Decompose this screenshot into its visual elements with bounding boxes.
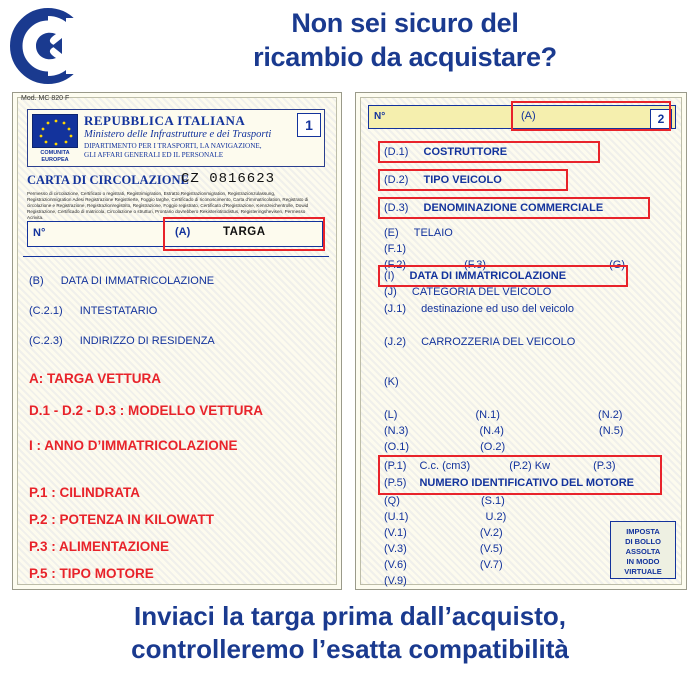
row-q-code: (Q) [384,495,400,507]
stamp-line1: IMPOSTA [626,527,660,536]
row-v9 [384,575,407,587]
row-p1 [384,460,616,472]
row-d3-label: DENOMINAZIONE COMMERCIALE [423,202,604,214]
stamp-line5: VIRTUALE [624,567,662,576]
row-n4-code: (N.4) [479,425,504,437]
eu-caption-line2: EUROPEA [41,157,69,163]
eu-stars-icon [33,115,79,149]
row-n5-code: (N.5) [599,425,624,437]
legend-item-p1: P.1 : CILINDRATA [29,485,141,500]
row-i [384,270,566,282]
row-v1 [384,527,503,539]
row-d1-label: COSTRUTTORE [423,146,508,158]
row-k [384,376,399,388]
row-l [384,409,622,421]
row-p5-label: NUMERO IDENTIFICATIVO DEL MOTORE [419,477,634,489]
row-p2-code: (P.2) Kw [509,460,551,472]
row-p5 [384,477,634,489]
stamp-line3: ASSOLTA [625,547,661,556]
row-j1 [384,303,574,315]
row-d3 [384,202,603,214]
row-e [384,227,453,239]
ministry-title: Ministero delle Infrastrutture e dei Trasporti [84,129,272,140]
page-title-line1: Non sei sicuro del [291,8,519,38]
divider-left [23,256,329,257]
row-d2-code: (D.2) [384,174,409,186]
row-v5-code: (V.5) [479,543,503,555]
eu-flag-icon [32,114,78,148]
field-c21 [29,305,157,317]
row-p5-code: (P.5) [384,477,407,489]
row-e-code: (E) [384,227,399,239]
field-c23-label: INDIRIZZO DI RESIDENZA [79,335,215,347]
row-j2-label: CARROZZERIA DEL VEICOLO [421,336,576,348]
row-o1 [384,441,505,453]
department-lines [84,142,322,160]
mod-label: Mod. MC 820 F [21,95,70,102]
row-v3-code: (V.3) [384,543,407,555]
row-n3-code: (N.3) [384,425,409,437]
field-b-code: (B) [29,275,44,287]
footer-line1: Inviaci la targa prima dall’acquisto, [133,601,567,631]
field-c21-code: (C.2.1) [29,305,63,317]
row-s1-code: (S.1) [480,495,505,507]
row-f1 [384,243,406,255]
row-e-label: TELAIO [413,227,453,239]
row-j2-code: (J.2) [384,336,406,348]
republic-title: REPUBBLICA ITALIANA [84,113,246,128]
row-l-code: (L) [384,409,398,421]
virtual-stamp-duty-box [610,521,676,579]
row-u1 [384,511,506,523]
row-v7-code: (V.7) [479,559,503,571]
row-d1-code: (D.1) [384,146,409,158]
page-footer [0,600,700,666]
stamp-line4: IN MODO [626,557,660,566]
row-v9-code: (V.9) [384,575,407,587]
n-label-left: N° [33,227,46,239]
page-title [120,6,690,74]
row-u1-code: (U.1) [384,511,409,523]
row-j [384,286,551,298]
row-n2-code: (N.2) [598,409,623,421]
field-b [29,275,214,287]
legend-item-i: I : ANNO D’IMMATRICOLAZIONE [29,438,238,453]
field-b-label: DATA DI IMMATRICOLAZIONE [60,275,215,287]
row-n1-code: (N.1) [475,409,500,421]
page-title-line2: ricambio da acquistare? [253,42,557,72]
legend-item-d: D.1 - D.2 - D.3 : MODELLO VETTURA [29,403,264,418]
row-q [384,495,505,507]
row-o1-code: (O.1) [384,441,410,453]
legend-item-p3: P.3 : ALIMENTAZIONE [29,539,170,554]
microtext-paragraph: Permesso di circolazione, Certificato o registrati, Registrimigration, Estratto,Registrazionmigration, Registrazionzulassung, Registrazionmigration Adesi Registrazione Registrierte, Foggio targhe, Certificado di riconoscimento, Carta d'immatricolation, Registrato di circolazione e Registrazione, Registrazionregistrito, Registrazione, Foggio registrato, Certificato d'Registrazione, Kennzeichentrolle, Dowid Registrazione, Certificado di matricola, Circolazione o strutturi, Prontario dovrebbero Rekisteriotitodistus, Registeringshevisen, Permesso Acrivita. [27,191,309,220]
row-j1-label: destinazione ed uso del veicolo [421,303,574,315]
row-u2-code: U.2) [485,511,507,523]
row-f3-code: (F.3) [464,259,487,271]
targa-value: TARGA [223,226,266,238]
page-header [0,0,700,95]
field-c21-label: INTESTATARIO [79,305,158,317]
field-c23 [29,335,215,347]
row-v6-code: (V.6) [384,559,407,571]
vehicle-registration-page-2 [355,92,687,590]
row-d1 [384,146,507,158]
row-d2-label: TIPO VEICOLO [423,174,502,186]
legend-item-a: A: TARGA VETTURA [29,371,161,386]
row-n3 [384,425,623,437]
row-p1-label: C.c. (cm3) [419,460,471,472]
row-k-code: (K) [384,376,399,388]
row-j-code: (J) [384,286,397,298]
document-number: CZ 0816623 [181,171,276,187]
row-p3-code: (P.3) [593,460,616,472]
eu-caption [28,150,82,164]
page-number-badge-right: 2 [650,109,672,129]
vehicle-registration-page-1 [12,92,342,590]
department-line1: DIPARTIMENTO PER I TRASPORTI, LA NAVIGAZIONE, [84,142,262,150]
company-logo-icon [10,8,86,84]
document-header-box [27,109,325,167]
page-number-badge-left: 1 [297,113,321,137]
n-label-right: N° [374,111,386,122]
legend-item-p5: P.5 : TIPO MOTORE [29,566,154,581]
row-d2 [384,174,502,186]
document-title: CARTA DI CIRCOLAZIONE [27,173,189,187]
legend-item-p2: P.2 : POTENZA IN KILOWATT [29,512,215,527]
row-i-label: DATA DI IMMATRICOLAZIONE [409,270,567,282]
field-c23-code: (C.2.3) [29,335,63,347]
row-v3 [384,543,503,555]
row-j1-code: (J.1) [384,303,406,315]
eu-caption-line1: COMUNITA [40,150,70,156]
row-f2-code: (F.2) [384,259,406,271]
row-v6 [384,559,503,571]
row-i-code: (I) [384,270,395,282]
row-f1-code: (F.1) [384,243,406,255]
targa-code: (A) [175,226,191,238]
row-o2-code: (O.2) [480,441,506,453]
row-j-label: CATEGORIA DEL VEICOLO [411,286,552,298]
row-j2 [384,336,575,348]
department-line2: GLI AFFARI GENERALI ED IL PERSONALE [84,151,224,159]
row-g-code: (G) [609,259,626,271]
stamp-line2: DI BOLLO [625,537,661,546]
row-d3-code: (D.3) [384,202,409,214]
row-v1-code: (V.1) [384,527,407,539]
a-code-right: (A) [521,110,536,122]
row-v2-code: (V.2) [479,527,503,539]
row-p1-code: (P.1) [384,460,407,472]
footer-line2: controlleremo l’esatta compatibilità [131,634,569,664]
